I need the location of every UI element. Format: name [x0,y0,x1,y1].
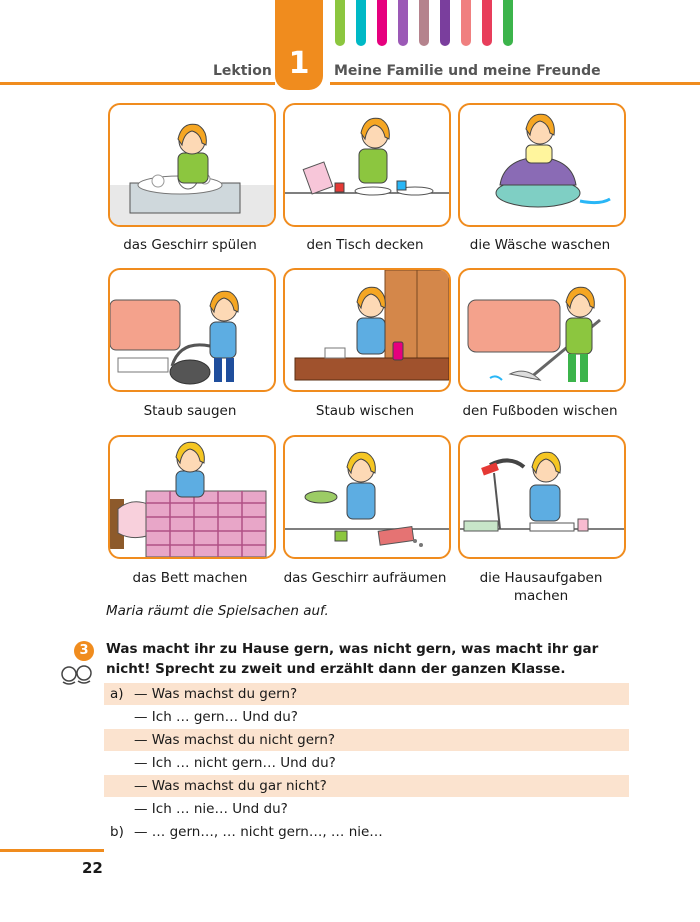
picture-homework [458,435,626,559]
picture-dusting [283,268,451,392]
picture-bed-making [108,435,276,559]
picture-laundry [458,103,626,227]
dialogue-text: — Was machst du nicht gern? [134,732,336,748]
picture-vacuuming [108,268,276,392]
footer-rule [0,849,104,852]
dialogue-line [104,821,629,843]
lesson-number-tab [275,0,323,90]
caption-laundry: die Wäsche waschen [469,237,611,253]
dialogue-line [104,706,629,728]
caption-dishwashing: das Geschirr spülen [123,237,257,253]
dialogue-line [104,798,629,820]
pair-work-icon [57,664,97,686]
dialogue-label: a) [110,686,124,702]
dialogue-label: b) [110,824,124,840]
page-number: 22 [82,859,103,877]
header-rule [0,82,275,85]
lesson-number: 1 [288,46,310,81]
dialogue-text: — … gern…, … nicht gern…, … nie… [134,824,383,840]
dialogue-text: — Was machst du gar nicht? [134,778,327,794]
header-rule [330,82,700,85]
dialogue-text: — Was machst du gern? [134,686,298,702]
lektion-label: Lektion [213,63,272,79]
dialogue-line [104,775,629,797]
stripe [461,0,471,46]
stripe [503,0,513,46]
stripe [482,0,492,46]
color-stripes [335,0,530,50]
dialogue-line [104,683,629,705]
stripe [440,0,450,46]
dialogue-line [104,729,629,751]
unit-title: Meine Familie und meine Freunde [334,63,601,79]
picture-table-setting [283,103,451,227]
picture-clearing-dishes [283,435,451,559]
caption-vacuuming: Staub saugen [143,403,237,419]
example-sentence: Maria räumt die Spielsachen auf. [106,603,329,619]
stripe [377,0,387,46]
exercise-instruction: Was macht ihr zu Hause gern, was nicht gern, was macht ihr gar nicht! Sprecht zu zweit und erzählt dann der ganzen Klasse. [106,641,599,677]
caption-dusting: Staub wischen [315,403,415,419]
picture-dishwashing [108,103,276,227]
dialogue-text: — Ich … nie… Und du? [134,801,288,817]
caption-bed-making: das Bett machen [132,570,248,586]
caption-table-setting: den Tisch decken [306,237,424,253]
caption-mopping: den Fußboden wischen [462,403,618,419]
dialogue-line [104,752,629,774]
picture-mopping [458,268,626,392]
caption-clearing-dishes: das Geschirr aufräumen [283,570,447,586]
stripe [419,0,429,46]
caption-homework: die Hausaufgaben machen [479,570,603,604]
exercise-number: 3 [74,641,94,661]
dialogue-text: — Ich … nicht gern… Und du? [134,755,336,771]
dialogue-text: — Ich … gern… Und du? [134,709,298,725]
stripe [356,0,366,46]
stripe [335,0,345,46]
stripe [398,0,408,46]
